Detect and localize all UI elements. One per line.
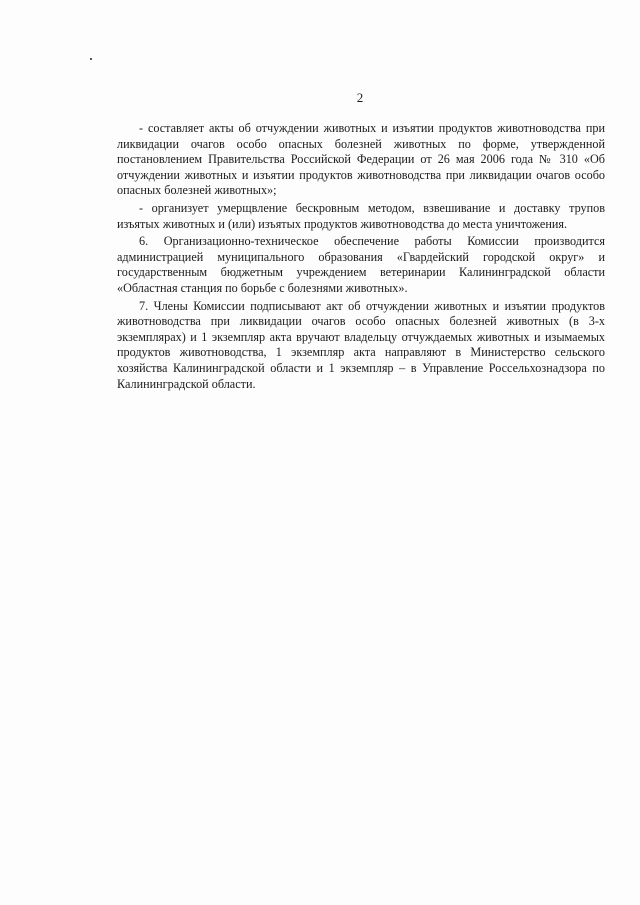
document-body	[117, 121, 605, 392]
paragraph-item-6-support: 6. Организационно-техническое обеспечение работы Комиссии производится администрацией муниципального образования «Гвардейский городской округ» и государственным бюджетным учреждением ветеринарии Калининградской области «Областная станция по борьбе с болезнями животных».	[117, 234, 605, 295]
scan-mark	[90, 58, 92, 60]
paragraph-item-7-signing: 7. Члены Комиссии подписывают акт об отчуждении животных и изъятии продуктов животноводства при ликвидации очагов особо опасных болезней животных (в 3-х экземплярах) и 1 экземпляр акта вручают владельцу отчуждаемых животных и изымаемых продуктов животноводства, 1 экземпляр акта направляют в Министерство сельского хозяйства Калининградской области и 1 экземпляр – в Управление Россельхознадзора по Калининградской области.	[117, 298, 605, 391]
page-number: 2	[356, 90, 364, 105]
paragraph-act-drafting: - составляет акты об отчуждении животных и изъятии продуктов животноводства при ликвидации очагов особо опасных болезней животных по форме, утвержденной постановлением Правительства Российской Федерации от 26 мая 2006 года № 310 «Об отчуждении животных и изъятии продуктов животноводства при ликвидации очагов особо опасных болезней животных»;	[117, 121, 605, 198]
paragraph-slaughter-organization: - организует умерщвление бескровным методом, взвешивание и доставку трупов изъятых животных и (или) изъятых продуктов животноводства до места уничтожения.	[117, 200, 605, 231]
